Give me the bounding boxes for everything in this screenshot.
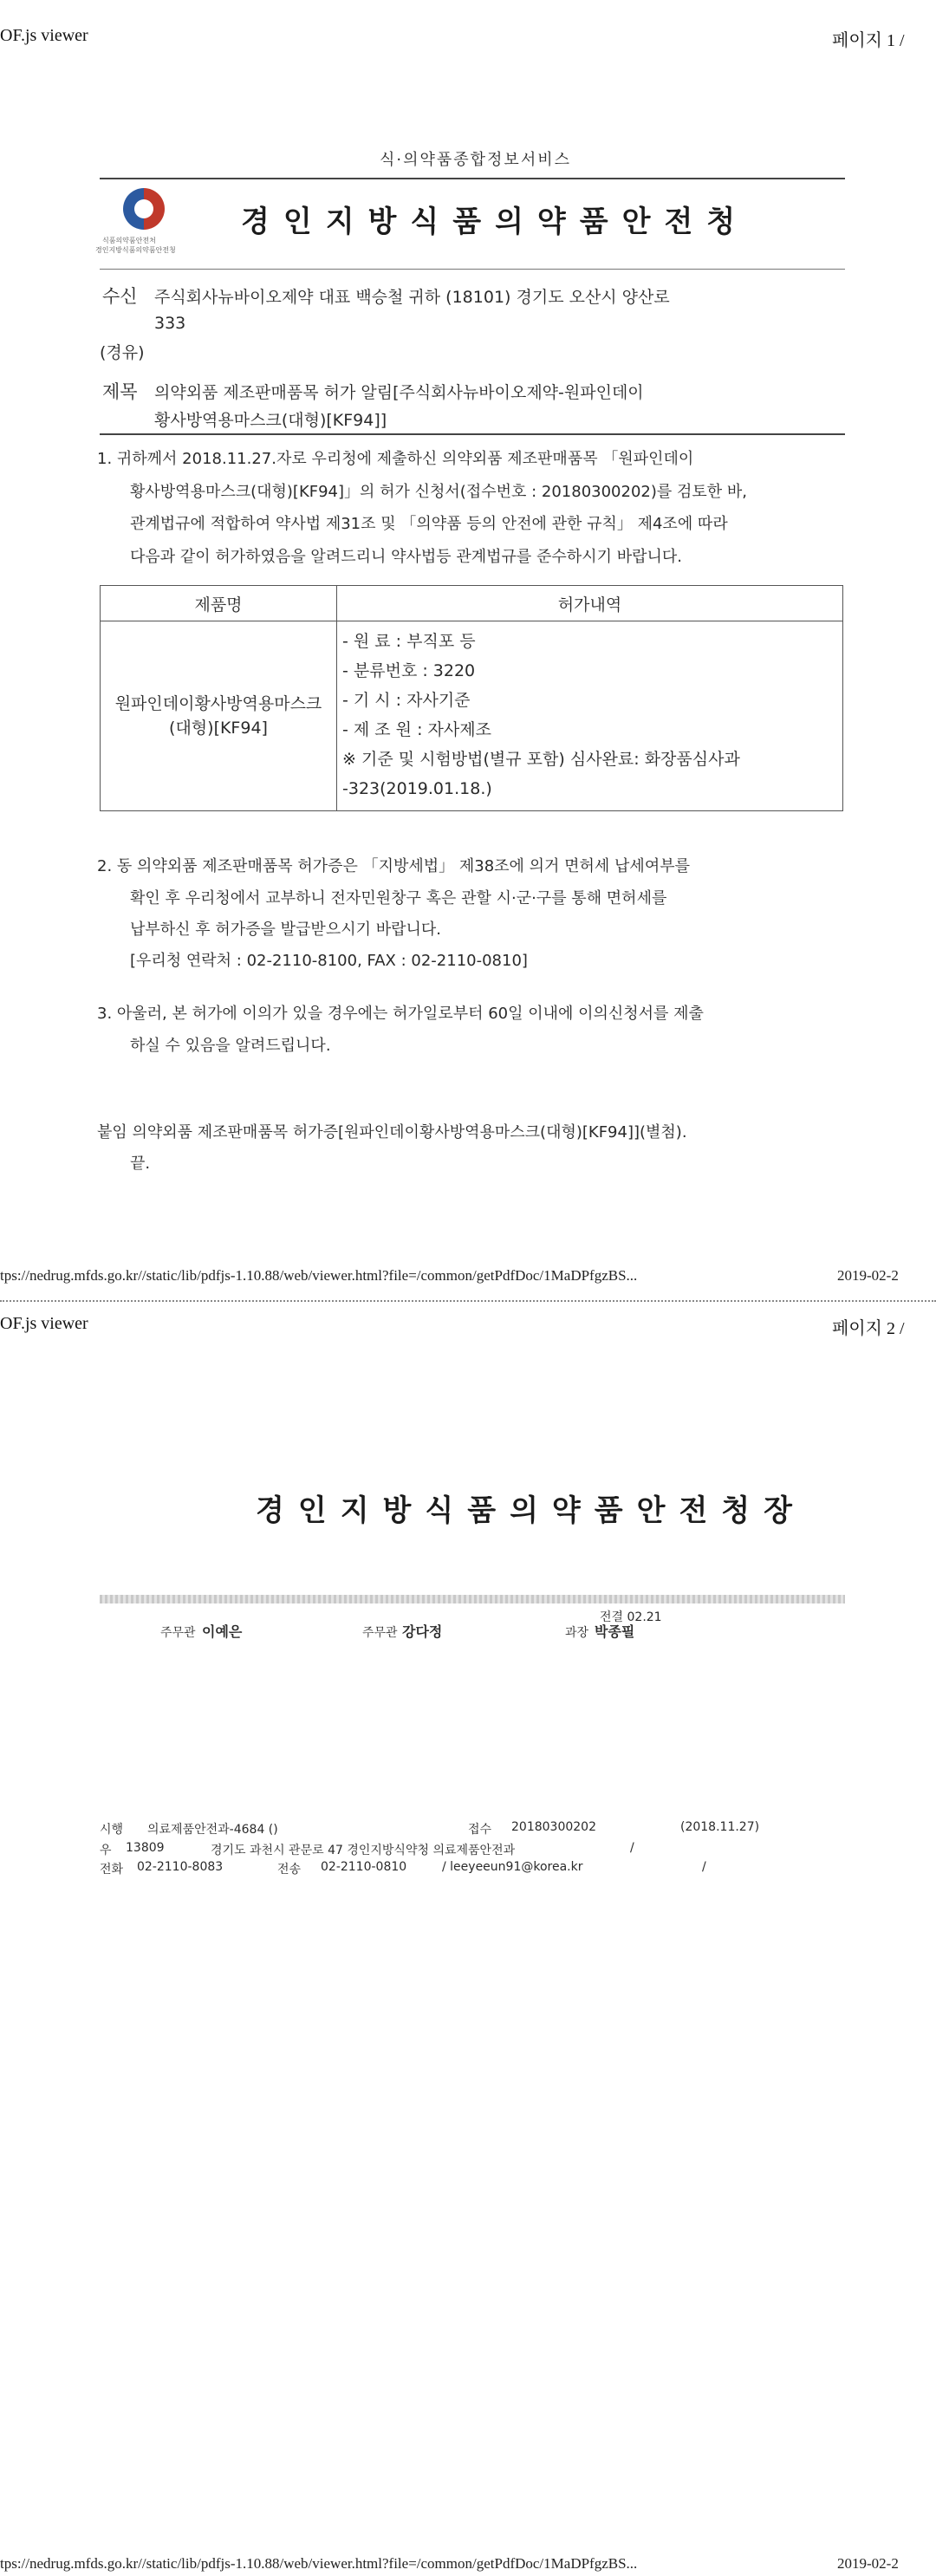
para2-contact: [우리청 연락처 : 02-2110-8100, FAX : 02-2110-0810] (130, 952, 528, 970)
receipt-label: 접수 (468, 1823, 492, 1837)
para2-line2: 확인 후 우리청에서 교부하니 전자민원창구 혹은 관할 시·군·구를 통해 면허세를 (130, 889, 667, 907)
recipient-value-cont: 333 (154, 314, 186, 333)
agency-head-title: 경인지방식품의약품안전청장 (256, 1493, 806, 1528)
attachment-line: 붙임 의약외품 제조판매품목 허가증[원파인데이황사방역용마스크(대형)[KF94]](별첨). (97, 1123, 687, 1142)
service-header: 식·의약품종합정보서비스 (380, 151, 571, 169)
email-value: / leeyeeun91@korea.kr (442, 1860, 583, 1874)
product-cell (101, 621, 337, 811)
table-header-row (101, 586, 843, 621)
agency-title: 경인지방식품의약품안전청 (241, 205, 750, 239)
staff1-name: 이예은 (202, 1623, 243, 1640)
detail-manufacturer: - 제 조 원 : 자사제조 (342, 720, 491, 739)
subject-label: 제목 (102, 381, 138, 402)
receipt-date: (2018.11.27) (680, 1820, 760, 1834)
subject-value-cont: 황사방역용마스크(대형)[KF94]] (154, 411, 387, 430)
address-slash: / (630, 1841, 634, 1855)
para1-line1: 1. 귀하께서 2018.11.27.자로 우리청에 제출하신 의약외품 제조판매품목 「원파인데이 (97, 450, 694, 468)
viewer-title: OF.js viewer (0, 26, 88, 45)
receipt-value: 20180300202 (511, 1820, 596, 1834)
agency-logo-center (134, 199, 153, 218)
table-header-details: 허가내역 (337, 586, 843, 621)
postal-value: 13809 (126, 1841, 165, 1855)
signature-band (100, 1595, 845, 1603)
detail-standard: - 기 시 : 자사기준 (342, 691, 471, 710)
title-rule (100, 269, 845, 270)
detail-classification: - 분류번호 : 3220 (342, 661, 476, 680)
para1-line2: 황사방역용마스크(대형)[KF94]」의 허가 신청서(접수번호 : 20180300202)를 검토한 바, (130, 483, 747, 501)
phone-label: 전화 (100, 1863, 124, 1877)
permit-table (100, 585, 843, 811)
header-rule (100, 178, 845, 179)
logo-text-line2: 경인지방식품의약품안전청 (95, 246, 176, 254)
detail-review-number: -323(2019.01.18.) (342, 779, 492, 798)
via-label: (경유) (100, 343, 145, 362)
footer-date: 2019-02-2 (837, 1267, 899, 1284)
footer-url-page2[interactable]: tps://nedrug.mfds.go.kr//static/lib/pdfjs-1.10.88/web/viewer.html?file=/common/getPdfDoc/1MaDPfgzBS... (0, 2555, 638, 2572)
logo-text-line1: 식품의약품안전처 (102, 237, 156, 244)
staff2-name: 강다정 (402, 1623, 443, 1640)
detail-material: - 원 료 : 부직포 등 (342, 632, 476, 651)
enforcement-label: 시행 (100, 1823, 124, 1837)
product-name-line1: 원파인데이황사방역용마스크 (114, 694, 322, 713)
viewer-title-page2: OF.js viewer (0, 1314, 88, 1333)
para3-line1: 3. 아울러, 본 허가에 이의가 있을 경우에는 허가일로부터 60일 이내에 이의신청서를 제출 (97, 1005, 704, 1023)
phone-value: 02-2110-8083 (137, 1860, 224, 1874)
para3-line2: 하실 수 있음을 알려드립니다. (130, 1037, 331, 1055)
detail-review-note: ※ 기준 및 시험방법(별규 포함) 심사완료: 화장품심사과 (342, 750, 740, 769)
page-separator (0, 1300, 936, 1302)
email-slash: / (702, 1860, 706, 1874)
subject-rule (100, 433, 845, 435)
postal-label: 우 (100, 1844, 112, 1857)
fax-label: 전송 (277, 1863, 302, 1877)
para1-line3: 관계법규에 적합하여 약사법 제31조 및 「의약품 등의 안전에 관한 규칙」 제4조에 따라 (130, 515, 728, 533)
product-name-line2: (대형)[KF94] (169, 719, 268, 738)
table-row (101, 621, 843, 811)
footer-date-page2: 2019-02-2 (837, 2555, 899, 2572)
recipient-value: 주식회사뉴바이오제약 대표 백승철 귀하 (18101) 경기도 오산시 양산로 (154, 288, 670, 307)
footer-url[interactable]: tps://nedrug.mfds.go.kr//static/lib/pdfjs-1.10.88/web/viewer.html?file=/common/getPdfDoc/1MaDPfgzBS... (0, 1267, 638, 1284)
enforcement-value: 의료제품안전과-4684 () (147, 1823, 278, 1837)
staff2-role: 주무관 (362, 1626, 398, 1640)
end-marker: 끝. (130, 1155, 151, 1173)
address-value: 경기도 과천시 관문로 47 경인지방식약청 의료제품안전과 (211, 1844, 516, 1857)
para2-line1: 2. 동 의약외품 제조판매품목 허가증은 「지방세법」 제38조에 의거 면허세 납세여부를 (97, 857, 690, 875)
para2-line3: 납부하신 후 허가증을 발급받으시기 바랍니다. (130, 920, 441, 939)
subject-value: 의약외품 제조판매품목 허가 알림[주식회사뉴바이오제약-원파인데이 (154, 383, 644, 402)
page-indicator: 페이지 1 / (832, 31, 905, 50)
staff3-name: 박종필 (595, 1623, 635, 1640)
page-indicator-page2: 페이지 2 / (832, 1319, 905, 1338)
table-header-product: 제품명 (101, 586, 337, 621)
staff1-role: 주무관 (160, 1626, 196, 1640)
approval-date: 전결 02.21 (600, 1610, 662, 1624)
fax-value: 02-2110-0810 (321, 1860, 407, 1874)
details-cell (337, 621, 843, 811)
para1-line4: 다음과 같이 허가하였음을 알려드리니 약사법등 관계법규를 준수하시기 바랍니다. (130, 548, 682, 566)
staff3-role: 과장 (565, 1626, 589, 1640)
recipient-label: 수신 (102, 286, 138, 307)
